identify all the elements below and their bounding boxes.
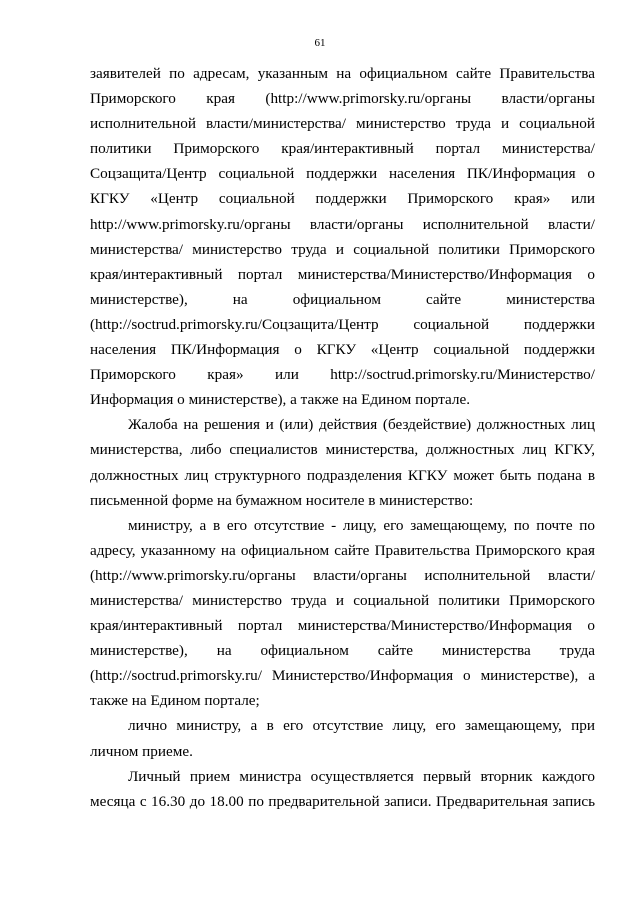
text-line: http://www.primorsky.ru/органы власти/органы исполнительной власти/ — [90, 215, 595, 233]
text-line: Приморского края» или http://soctrud.primorsky.ru/Министерство/ — [90, 366, 595, 384]
text-line: КГКУ «Центр социальной поддержки Приморского края» или — [90, 190, 595, 208]
text-line: министру, а в его отсутствие - лицу, его замещающему, по почте по — [128, 516, 595, 534]
text-line: Информация о министерстве), а также на Едином портале. — [90, 391, 471, 409]
page-number: 61 — [314, 37, 326, 49]
text-line: министерства/ министерство труда и социальной политики Приморского — [90, 240, 595, 258]
text-line: исполнительной власти/министерства/ министерство труда и социальной — [90, 115, 595, 133]
text-line: Приморского края (http://www.primorsky.ru/органы власти/органы — [90, 90, 595, 108]
text-line: (http://www.primorsky.ru/органы власти/органы исполнительной власти/ — [90, 566, 595, 584]
text-line: Личный прием министра осуществляется первый вторник каждого — [128, 767, 595, 785]
text-line: заявителей по адресам, указанным на официальном сайте Правительства — [90, 65, 595, 82]
text-line: месяца с 16.30 до 18.00 по предварительной записи. Предварительная запись — [90, 792, 595, 810]
text-line: лично министру, а в его отсутствие лицу, его замещающему, при — [128, 717, 595, 735]
text-line: личном приеме. — [90, 742, 193, 760]
text-line: края/интерактивный портал министерства/Министерство/Информация о — [90, 265, 595, 283]
text-line: населения ПК/Информация о КГКУ «Центр социальной поддержки — [90, 341, 595, 359]
text-line: также на Едином портале; — [90, 692, 260, 710]
text-line: (http://soctrud.primorsky.ru/ Министерство/Информация о министерстве), а — [90, 667, 595, 685]
text-line: Жалоба на решения и (или) действия (бездействие) должностных лиц — [128, 416, 595, 434]
text-line: министерства/ министерство труда и социальной политики Приморского — [90, 591, 595, 609]
text-line: Соцзащита/Центр социальной поддержки населения ПК/Информация о — [90, 165, 595, 183]
text-line: края/интерактивный портал министерства/Министерство/Информация о — [90, 617, 595, 635]
text-line: министерства, либо специалистов министерства, должностных лиц КГКУ, — [90, 441, 595, 459]
text-line: должностных лиц структурного подразделения КГКУ может быть подана в — [90, 466, 595, 484]
text-line: письменной форме на бумажном носителе в министерство: — [90, 491, 474, 509]
text-line: министерстве), на официальном сайте министерства труда — [90, 642, 595, 660]
text-line: адресу, указанному на официальном сайте Правительства Приморского края — [90, 541, 595, 559]
document-body — [90, 61, 595, 814]
text-line: министерстве), на официальном сайте министерства — [90, 290, 595, 308]
text-line: политики Приморского края/интерактивный портал министерства/ — [90, 140, 595, 158]
text-line: (http://soctrud.primorsky.ru/Соцзащита/Центр социальной поддержки — [90, 315, 595, 333]
